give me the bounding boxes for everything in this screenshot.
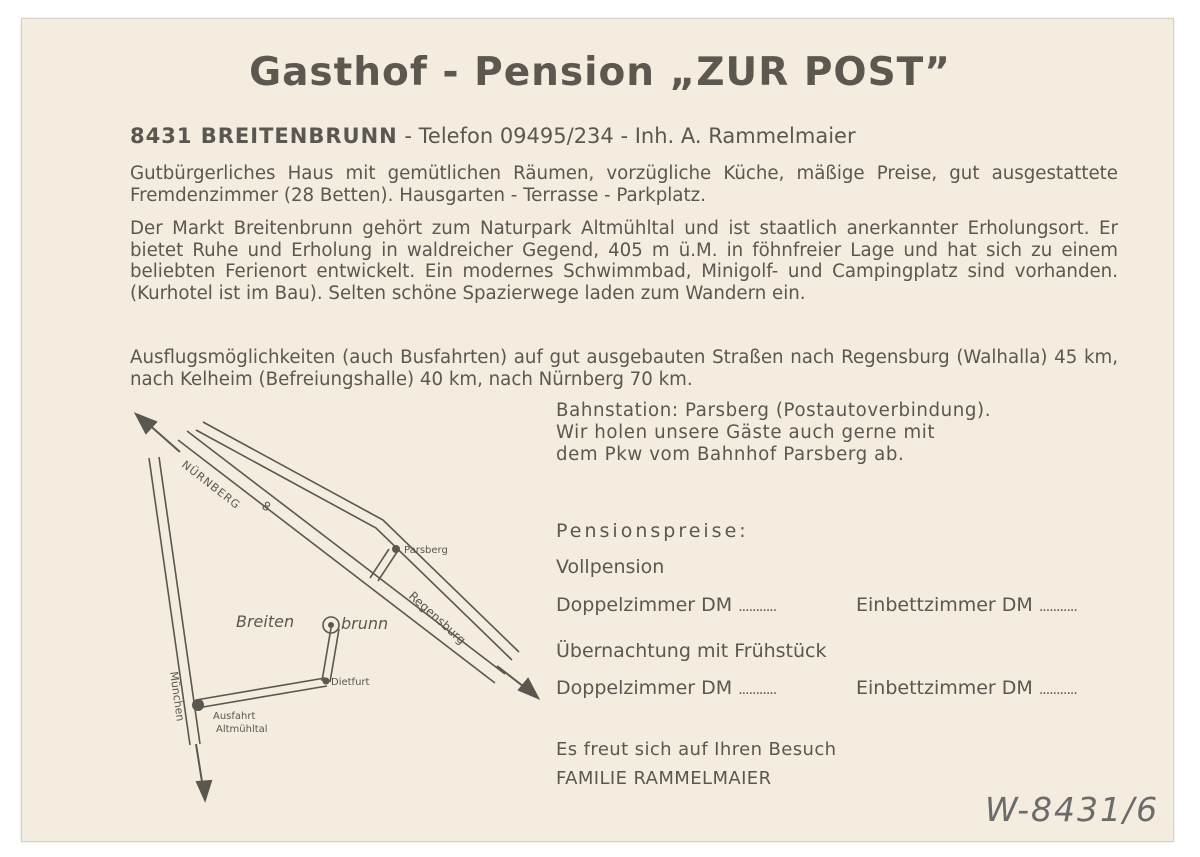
local-road [322, 628, 331, 681]
address-town: 8431 BREITENBRUNN [130, 124, 398, 148]
dietfurt-label: Dietfurt [331, 677, 370, 688]
parsberg-label: Parsberg [404, 545, 448, 556]
double-room-blank: ........... [738, 599, 777, 615]
regensburg-label: Regensburg [405, 588, 469, 648]
excursion-paragraph: Ausflugsmöglichkeiten (auch Busfahrten) auf gut ausgebauten Straßen nach Regensburg (Walhalla) 45 km, nach Kelheim (Befreiungshalle) 40 km, nach Nürnberg 70 km. [130, 347, 1118, 390]
local-road [378, 552, 397, 581]
breitenbrunn-marker-inner [328, 622, 334, 628]
page-title: Gasthof - Pension „ZUR POST” [249, 50, 951, 95]
intro-paragraph: Gutbürgerliches Haus mit gemütlichen Räumen, vorzügliche Küche, mäßige Preise, gut ausgestattete Fremdenzimmer (28 Betten). Hausgarten - Terrasse - Parkplatz. [130, 163, 1118, 206]
double-room-blank: ........... [738, 682, 777, 698]
town-paragraph: Der Markt Breitenbrunn gehört zum Naturpark Altmühltal und ist staatlich anerkannter Erholungsort. Er bietet Ruhe und Erholung in waldreicher Gegend, 405 m ü.M. in föhnfreier Lage und hat sich zu einem beliebten Ferienort entwickelt. Ein modernes Schwimmbad, Minigolf- und Campingplatz sind vorhanden. (Kurhotel ist im Bau). Selten schöne Spazierwege laden zum Wandern ein. [130, 218, 1118, 304]
b8-road-number: 8 [259, 498, 274, 515]
brunn-label: brunn [341, 614, 389, 633]
single-room-blank: ........... [1038, 599, 1077, 615]
parsberg-marker [392, 545, 400, 553]
local-road [330, 629, 339, 682]
address-contact: - Telefon 09495/234 - Inh. A. Rammelmaier [404, 124, 856, 148]
local-road [370, 549, 389, 578]
altmuehltal-label: Altmühltal [216, 724, 268, 735]
vollpension-label: Vollpension [556, 556, 665, 578]
ausfahrt-label: Ausfahrt [213, 711, 256, 722]
uebernachtung-label: Übernachtung mit Frühstück [556, 640, 827, 662]
greeting-line: Es freut sich auf Ihren Besuch [556, 739, 837, 760]
train-station-line: Bahnstation: Parsberg (Postautoverbindung). [556, 400, 992, 421]
double-room-label: Doppelzimmer DM [556, 677, 733, 699]
double-room-label: Doppelzimmer DM [556, 594, 733, 616]
single-room-label: Einbettzimmer DM [856, 677, 1033, 699]
pickup-line-1: Wir holen unsere Gäste auch gerne mit [556, 422, 936, 443]
single-room-label: Einbettzimmer DM [856, 594, 1033, 616]
pickup-line-2: dem Pkw vom Bahnhof Parsberg ab. [556, 444, 905, 465]
dietfurt-marker [323, 678, 330, 685]
arrow-down-icon [197, 781, 211, 800]
family-name: FAMILIE RAMMELMAIER [556, 768, 772, 789]
nuernberg-label: NÜRNBERG [179, 458, 243, 512]
arrow-down-right-icon [519, 679, 538, 698]
muenchen-label: München [167, 670, 187, 723]
price-heading: Pensionspreise: [556, 520, 749, 542]
arrow-up-left-icon [136, 414, 156, 433]
single-room-blank: ........... [1038, 682, 1077, 698]
handwritten-note: W-8431/6 [985, 790, 1160, 829]
ausfahrt-marker [192, 699, 204, 711]
breiten-label: Breiten [236, 612, 295, 631]
